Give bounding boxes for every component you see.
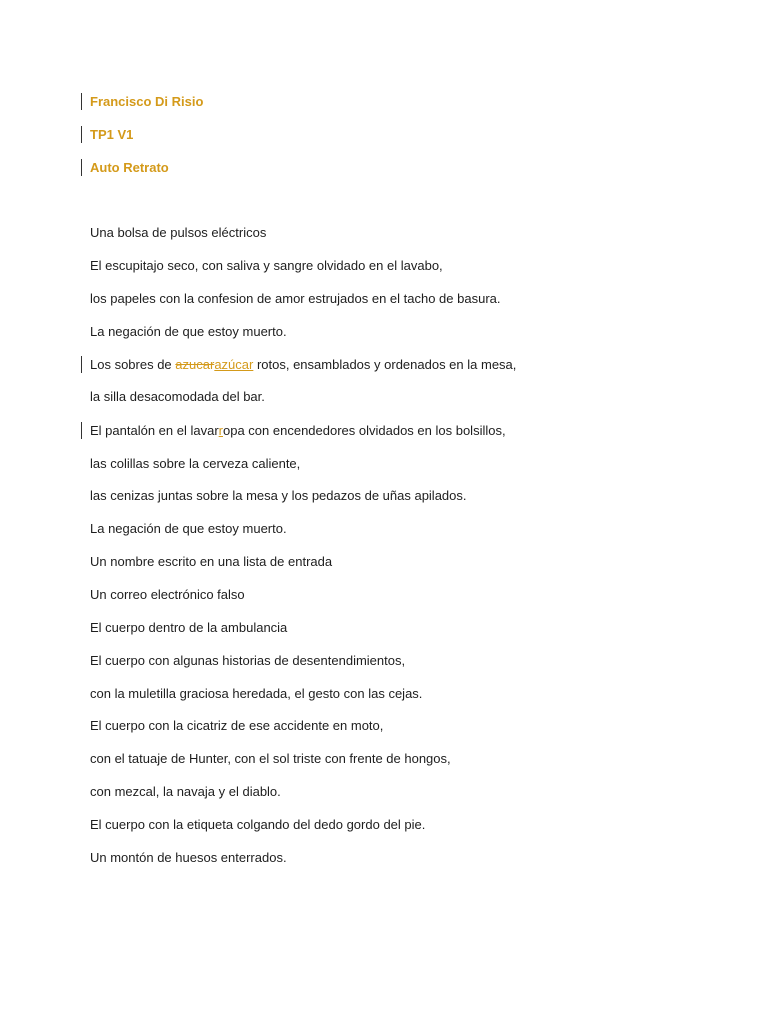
poem-line: La negación de que estoy muerto. [90, 521, 287, 536]
text-run: rotos, ensamblados y ordenados en la mesa, [253, 357, 517, 372]
document-title: Auto Retrato [90, 160, 169, 175]
poem-line: Un nombre escrito en una lista de entrada [90, 554, 333, 569]
poem-line: El cuerpo con la cicatriz de ese accidente en moto, [90, 718, 384, 733]
change-bar [81, 159, 82, 176]
poem-line: Una bolsa de pulsos eléctricos [90, 225, 267, 240]
text-run: opa con encendedores olvidados en los bolsillos, [223, 423, 506, 438]
change-bar [81, 356, 82, 373]
poem-line: las colillas sobre la cerveza caliente, [90, 456, 301, 471]
text-run: El pantalón en el lavar [90, 423, 219, 438]
inserted-text: azúcar [214, 357, 254, 372]
poem-line: con mezcal, la navaja y el diablo. [90, 784, 281, 799]
poem-line-tracked [90, 423, 506, 439]
poem-line: con el tatuaje de Hunter, con el sol triste con frente de hongos, [90, 751, 451, 766]
change-bar [81, 126, 82, 143]
deleted-text: azucar [175, 357, 215, 372]
change-bar [81, 422, 82, 439]
assignment-label: TP1 V1 [90, 127, 134, 142]
author-name: Francisco Di Risio [90, 94, 204, 109]
poem-line: las cenizas juntas sobre la mesa y los pedazos de uñas apilados. [90, 488, 467, 503]
poem-line: con la muletilla graciosa heredada, el gesto con las cejas. [90, 686, 423, 701]
poem-line: El cuerpo con algunas historias de desentendimientos, [90, 653, 406, 668]
inserted-text: r [218, 423, 223, 438]
poem-line: Un correo electrónico falso [90, 587, 245, 602]
poem-line: El cuerpo dentro de la ambulancia [90, 620, 288, 635]
change-bar [81, 93, 82, 110]
poem-line: los papeles con la confesion de amor estrujados en el tacho de basura. [90, 291, 501, 306]
poem-line: El escupitajo seco, con saliva y sangre olvidado en el lavabo, [90, 258, 443, 273]
poem-line: Un montón de huesos enterrados. [90, 850, 287, 865]
poem-line-tracked [90, 357, 516, 373]
poem-line: El cuerpo con la etiqueta colgando del dedo gordo del pie. [90, 817, 426, 832]
text-run: Los sobres de [90, 357, 176, 372]
poem-line: la silla desacomodada del bar. [90, 389, 265, 404]
poem-line: La negación de que estoy muerto. [90, 324, 287, 339]
